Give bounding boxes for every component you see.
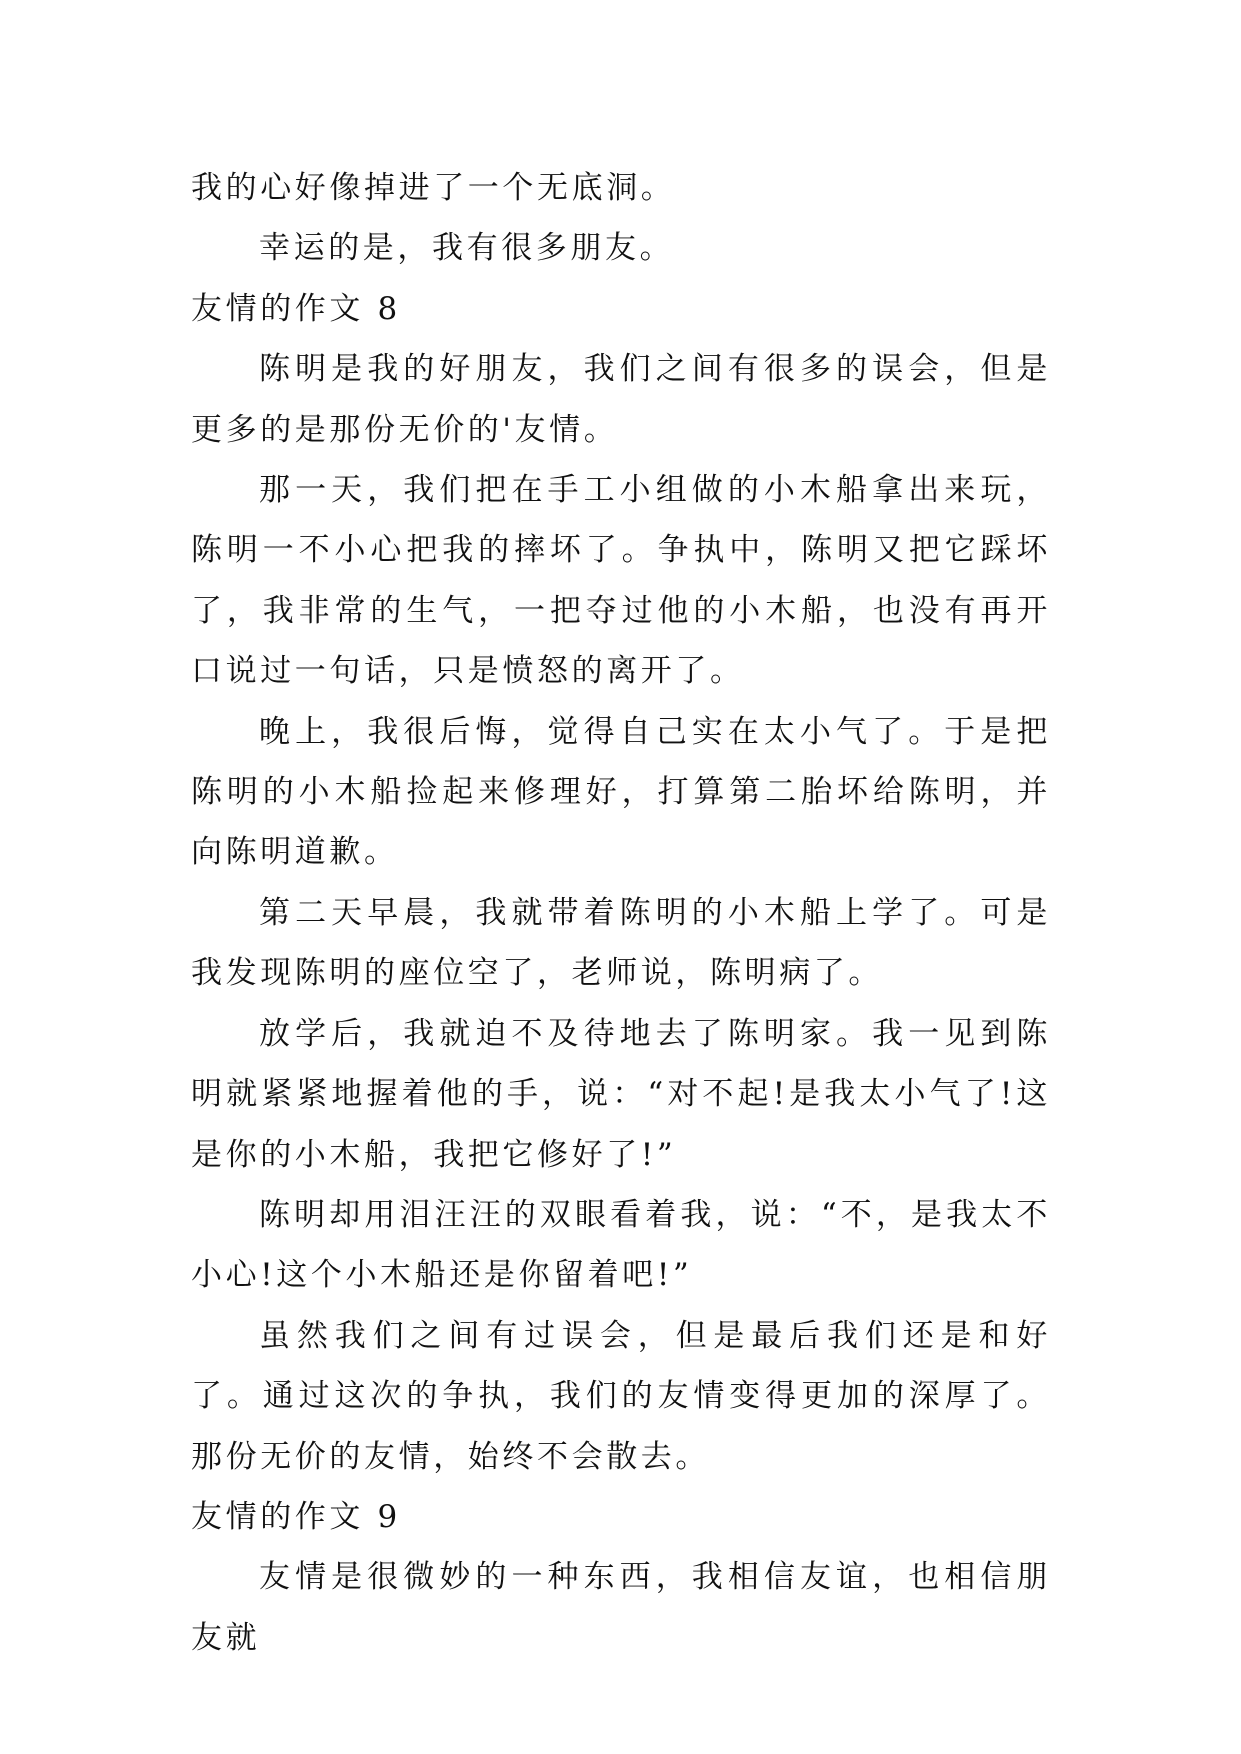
paragraph: 陈明是我的好朋友，我们之间有很多的误会，但是更多的是那份无价的'友情。 <box>191 351 1051 448</box>
paragraph: 幸运的是，我有很多朋友。 <box>259 230 675 267</box>
paragraph: 那一天，我们把在手工小组做的小木船拿出来玩，陈明一不小心把我的摔坏了。争执中，陈明又把它踩坏了，我非常的生气，一把夺过他的小木船，也没有再开口说过一句话，只是愤怒的离开了。 <box>191 472 1051 690</box>
paragraph: 友情是很微妙的一种东西，我相信友谊，也相信朋友就 <box>191 1559 1051 1656</box>
document-page <box>191 158 1051 1668</box>
paragraph: 虽然我们之间有过误会，但是最后我们还是和好了。通过这次的争执，我们的友情变得更加的深厚了。那份无价的友情，始终不会散去。 <box>191 1317 1051 1475</box>
paragraph: 我的心好像掉进了一个无底洞。 <box>191 170 676 206</box>
paragraph: 晚上，我很后悔，觉得自己实在太小气了。于是把陈明的小木船捡起来修理好，打算第二胎坏给陈明，并向陈明道歉。 <box>191 713 1051 871</box>
paragraph: 陈明却用泪汪汪的双眼看着我，说：“不，是我太不小心!这个小木船还是你留着吧!” <box>191 1196 1051 1294</box>
section-heading: 友情的作文 9 <box>191 1498 401 1535</box>
paragraph: 第二天早晨，我就带着陈明的小木船上学了。可是我发现陈明的座位空了，老师说，陈明病了。 <box>191 894 1051 992</box>
section-heading: 友情的作文 8 <box>191 290 401 327</box>
paragraph: 放学后，我就迫不及待地去了陈明家。我一见到陈明就紧紧地握着他的手，说：“对不起!是我太小气了!这是你的小木船，我把它修好了!” <box>191 1015 1051 1173</box>
